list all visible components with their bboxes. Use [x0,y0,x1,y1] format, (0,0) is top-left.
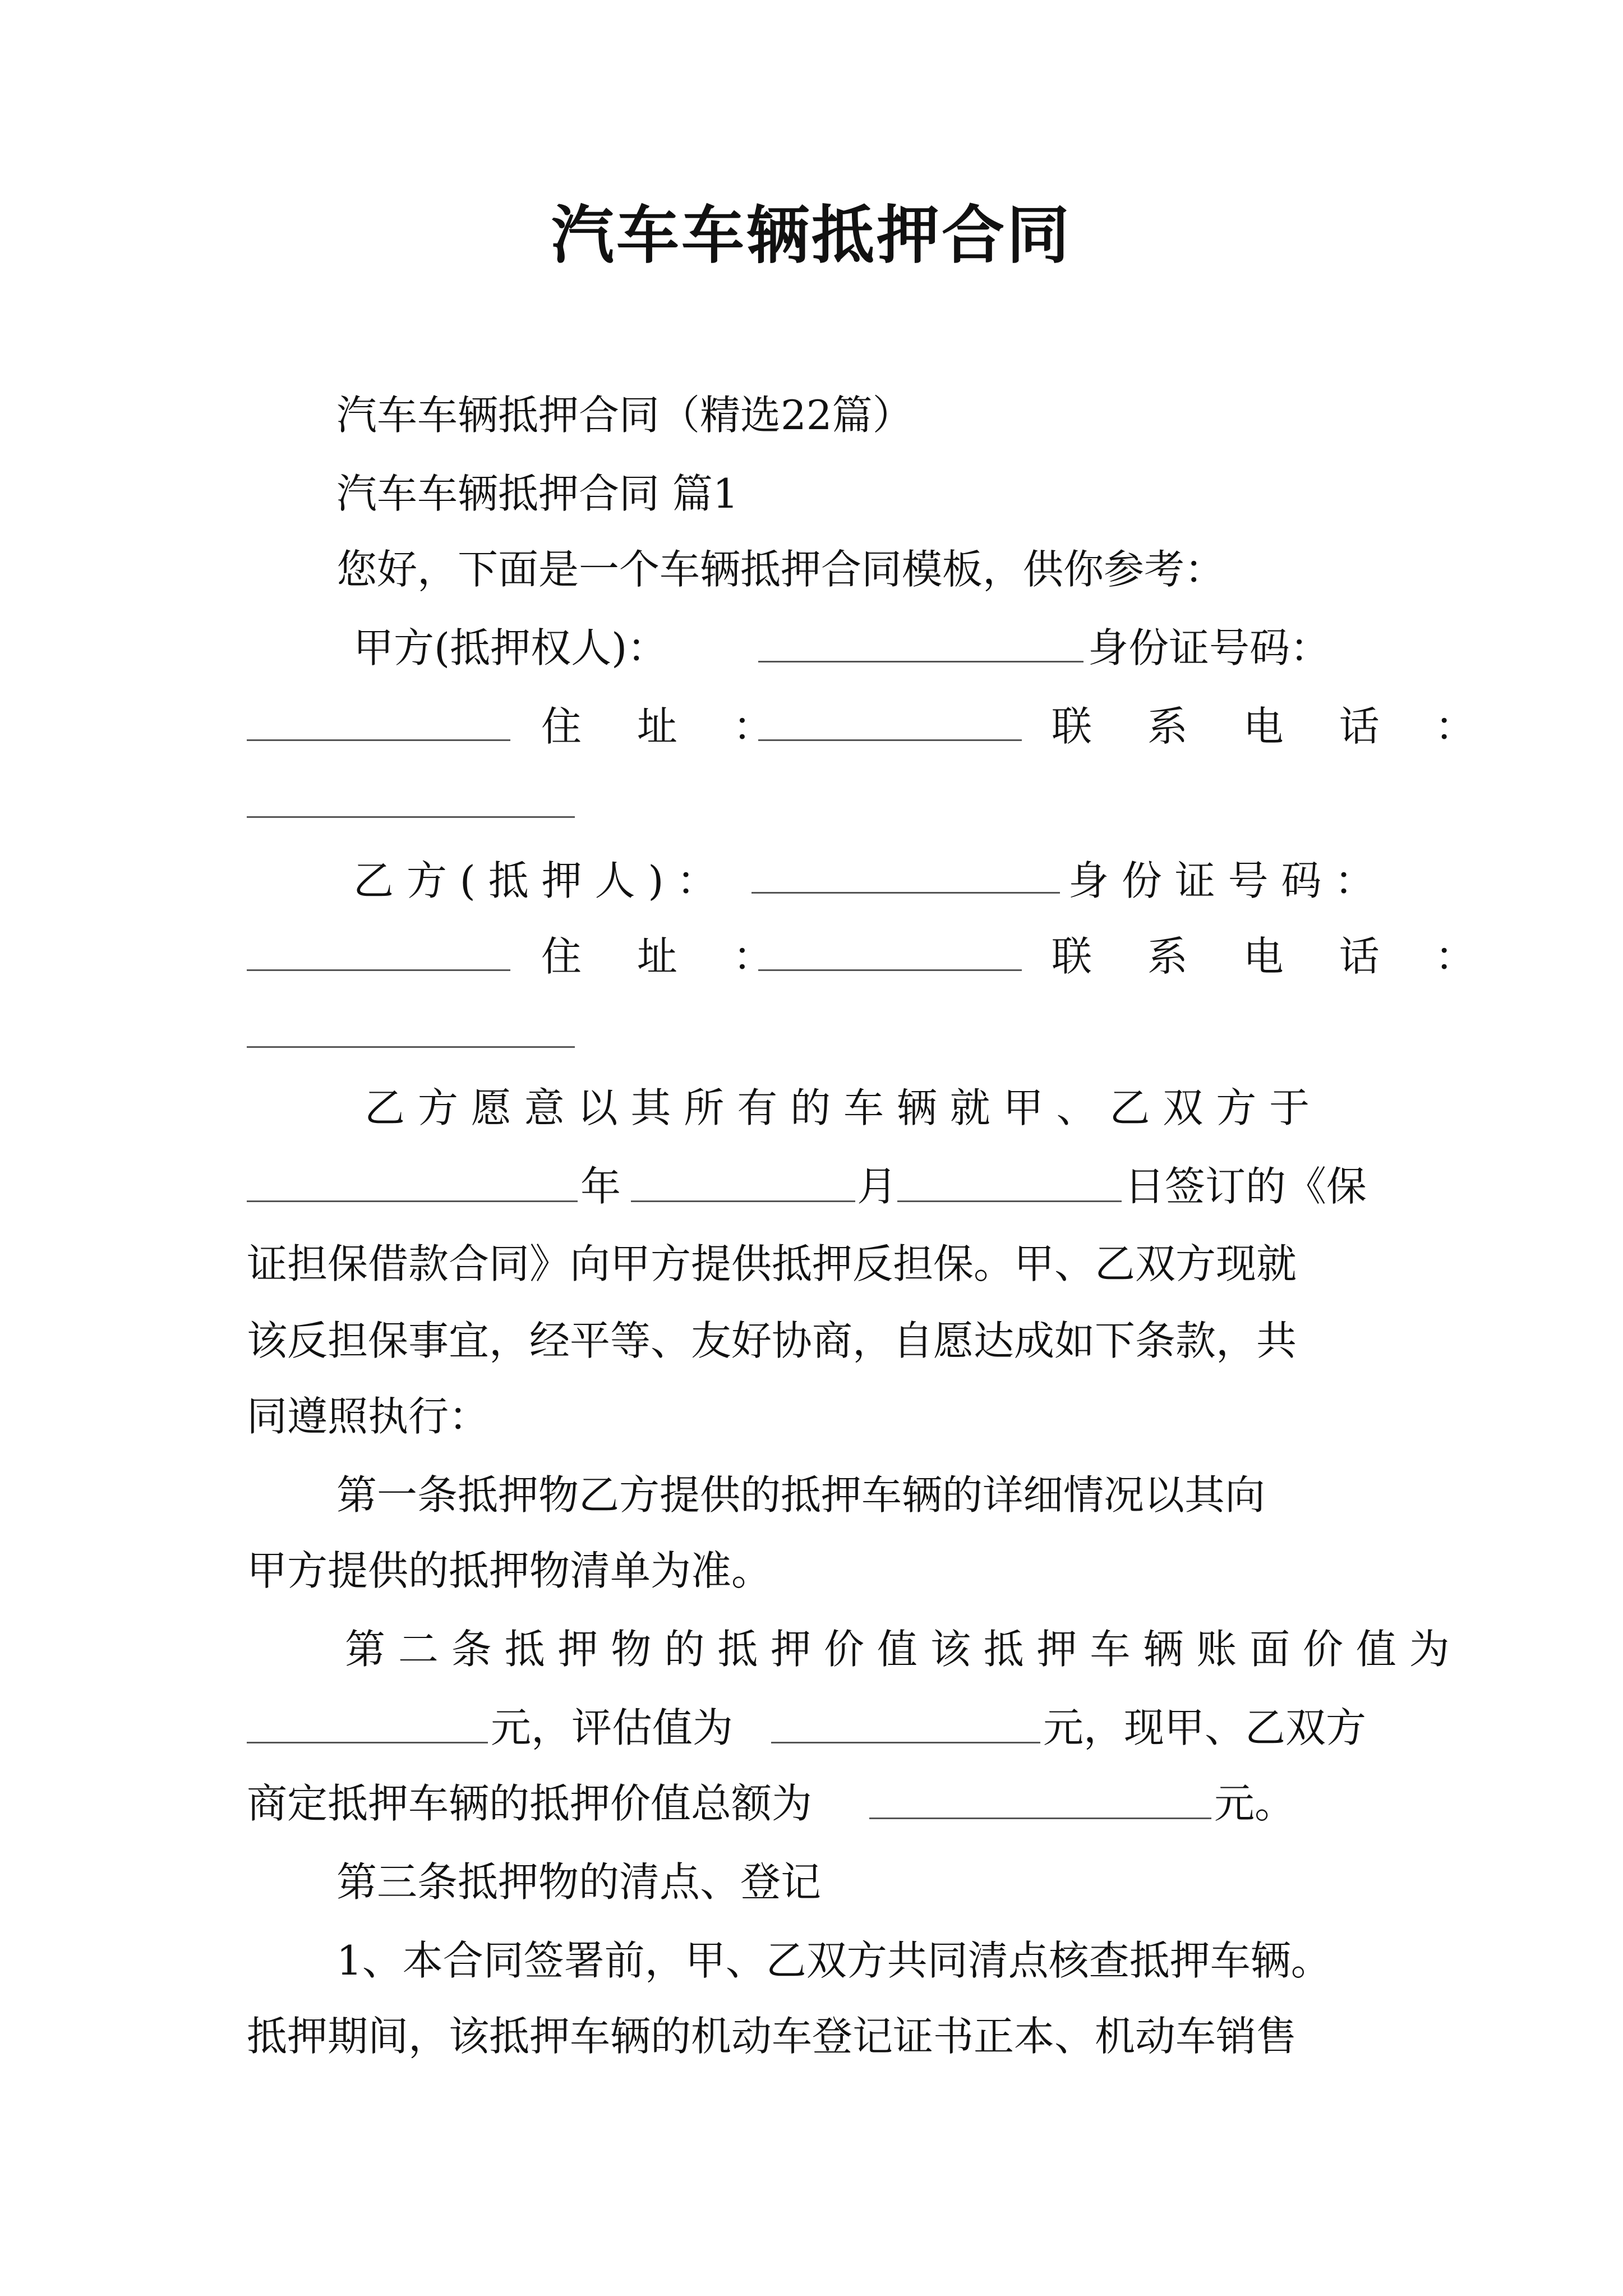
party-b-label: 乙 方 ( 抵 押 人 ) ： [353,857,717,904]
article3-heading: 第三条抵押物的清点、登记 [336,1858,822,1906]
para-intro-line3: 证担保借款合同》向甲方提供抵押反担保。甲、乙双方现就 [247,1240,1297,1287]
party-b-phone-label: 联 系 电 话 ： [1052,933,1497,980]
party-b-phone-blank [247,1046,575,1048]
article2-yuan2: 元，现甲、乙双方 [1043,1704,1367,1751]
party-a-phone-blank [247,816,575,818]
para-intro-line1: 乙 方 愿 意 以 其 所 有 的 车 辆 就 甲 、 乙 双 方 于 [365,1084,1310,1131]
party-a-name-blank [758,661,1083,662]
article2-yuan1: 元，评估值为 [491,1704,734,1751]
party-a-label: 甲方(抵押权人)： [353,624,668,671]
party-a-id-blank [247,739,510,741]
party-a-address-label: 住 址 ： [541,703,795,750]
party-b-id-label: 身 份 证 号 码 ： [1068,857,1375,904]
party-a-address-blank [758,739,1022,741]
total-value-blank [869,1818,1211,1819]
article2-line1: 第 二 条 抵 押 物 的 抵 押 价 值 该 抵 押 车 辆 账 面 价 值 为 [345,1626,1450,1673]
article1-line2: 甲方提供的抵押物清单为准。 [247,1547,772,1594]
intro-text: 您好，下面是一个车辆抵押合同模板，供你参考： [336,546,1225,593]
date-day-blank [897,1200,1122,1202]
article2-line3-tail: 元。 [1214,1780,1295,1827]
para-intro-line5: 同遵照执行： [247,1393,490,1440]
para-intro-line4: 该反担保事宜，经平等、友好协商，自愿达成如下条款，共 [247,1317,1297,1364]
date-year-label: 年 [580,1163,621,1210]
party-b-address-label: 住 址 ： [541,933,795,980]
party-b-id-blank [247,969,510,971]
party-b-name-blank [751,892,1060,894]
date-month-label: 月 [857,1163,898,1210]
article3-line2: 抵押期间，该抵押车辆的机动车登记证书正本、机动车销售 [247,2013,1297,2060]
date-month-blank [631,1200,855,1202]
date-year-blank [247,1200,578,1202]
article1-line1: 第一条抵押物乙方提供的抵押车辆的详细情况以其向 [336,1471,1266,1519]
section-heading: 汽车车辆抵押合同 篇1 [336,470,739,517]
article2-line3-head: 商定抵押车辆的抵押价值总额为 [247,1780,813,1827]
book-value-blank [247,1742,488,1743]
document-title: 汽车车辆抵押合同 [551,199,1072,272]
appraised-value-blank [771,1742,1040,1743]
para-intro-line2-tail: 日签订的《保 [1124,1163,1367,1210]
party-b-address-blank [758,969,1022,971]
party-a-id-label: 身份证号码： [1088,624,1331,671]
subtitle: 汽车车辆抵押合同（精选22篇） [336,392,913,439]
article3-line1: 1、本合同签署前，甲、乙双方共同清点核查抵押车辆。 [336,1937,1331,1984]
party-a-phone-label: 联 系 电 话 ： [1052,703,1497,750]
